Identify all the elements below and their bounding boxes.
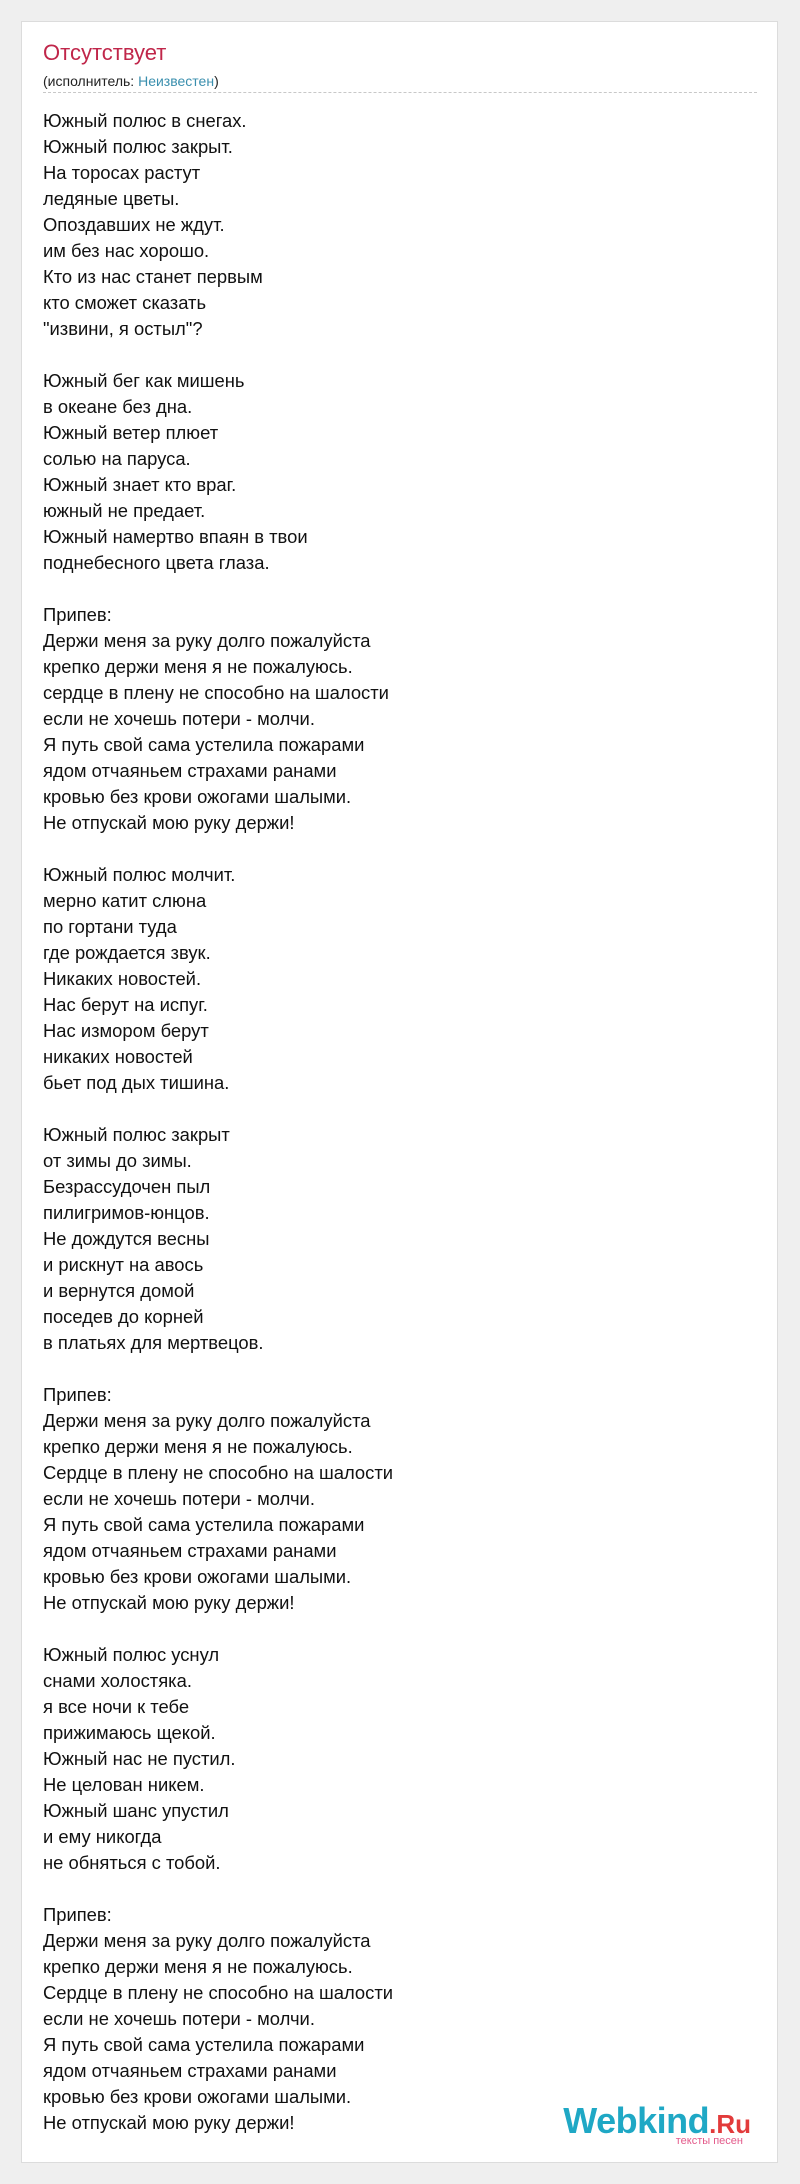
lyrics-line: Сердце в плену не способно на шалости bbox=[43, 1982, 394, 2003]
lyrics-stanza bbox=[43, 108, 753, 342]
lyrics-line: никаких новостей bbox=[43, 1046, 193, 1067]
lyrics-line: Опоздавших не ждут. bbox=[43, 214, 225, 235]
lyrics-line: прижимаюсь щекой. bbox=[43, 1722, 216, 1743]
lyrics-line: Держи меня за руку долго пожалуйста bbox=[43, 1410, 371, 1431]
lyrics-line: солью на паруса. bbox=[43, 448, 191, 469]
artist-suffix: ) bbox=[214, 73, 219, 89]
lyrics-line: На торосах растут bbox=[43, 162, 201, 183]
lyrics-line: ядом отчаяньем страхами ранами bbox=[43, 2060, 337, 2081]
lyrics-line: Безрассудочен пыл bbox=[43, 1176, 211, 1197]
lyrics-line: Южный полюс молчит. bbox=[43, 864, 236, 885]
lyrics-line: Никаких новостей. bbox=[43, 968, 202, 989]
lyrics-body bbox=[43, 108, 753, 2136]
logo-tagline: тексты песен bbox=[675, 2135, 743, 2147]
lyrics-line: Южный нас не пустил. bbox=[43, 1748, 236, 1769]
lyrics-line: бьет под дых тишина. bbox=[43, 1072, 230, 1093]
lyrics-line: Южный знает кто враг. bbox=[43, 474, 237, 495]
lyrics-line: если не хочешь потери - молчи. bbox=[43, 708, 315, 729]
lyrics-card bbox=[21, 21, 778, 2163]
lyrics-line: мерно катит слюна bbox=[43, 890, 207, 911]
lyrics-line: от зимы до зимы. bbox=[43, 1150, 192, 1171]
lyrics-line: если не хочешь потери - молчи. bbox=[43, 1488, 315, 1509]
lyrics-line: кровью без крови ожогами шалыми. bbox=[43, 786, 352, 807]
lyrics-stanza bbox=[43, 368, 753, 576]
lyrics-stanza bbox=[43, 862, 753, 1096]
lyrics-line: Южный полюс в снегах. bbox=[43, 110, 247, 131]
logo-wordmark: Webkind bbox=[563, 2100, 710, 2141]
lyrics-line: Я путь свой сама устелила пожарами bbox=[43, 734, 365, 755]
lyrics-line: Южный ветер плюет bbox=[43, 422, 219, 443]
lyrics-line: Южный намертво впаян в твои bbox=[43, 526, 308, 547]
lyrics-line: снами холостяка. bbox=[43, 1670, 192, 1691]
song-title: Отсутствует bbox=[43, 40, 167, 65]
lyrics-line: крепко держи меня я не пожалуюсь. bbox=[43, 656, 353, 677]
lyrics-line: Южный полюс закрыт. bbox=[43, 136, 233, 157]
artist-link[interactable]: Неизвестен bbox=[138, 73, 215, 89]
header-divider bbox=[43, 92, 757, 93]
lyrics-line: сердце в плену не способно на шалости bbox=[43, 682, 389, 703]
lyrics-line: и рискнут на авось bbox=[43, 1254, 204, 1275]
lyrics-line: кто сможет сказать bbox=[43, 292, 207, 313]
lyrics-line: южный не предает. bbox=[43, 500, 206, 521]
lyrics-line: Южный шанс упустил bbox=[43, 1800, 229, 1821]
lyrics-line: не обняться с тобой. bbox=[43, 1852, 221, 1873]
lyrics-line: если не хочешь потери - молчи. bbox=[43, 2008, 315, 2029]
lyrics-line: Не отпускай мою руку держи! bbox=[43, 2112, 295, 2133]
lyrics-line: поднебесного цвета глаза. bbox=[43, 552, 270, 573]
lyrics-line: крепко держи меня я не пожалуюсь. bbox=[43, 1956, 353, 1977]
lyrics-line: Не отпускай мою руку держи! bbox=[43, 1592, 295, 1613]
lyrics-line: ледяные цветы. bbox=[43, 188, 180, 209]
lyrics-line: "извини, я остыл"? bbox=[43, 318, 203, 339]
lyrics-line: крепко держи меня я не пожалуюсь. bbox=[43, 1436, 353, 1457]
lyrics-line: по гортани туда bbox=[43, 916, 177, 937]
site-logo[interactable] bbox=[563, 2100, 751, 2147]
lyrics-line: Не отпускай мою руку держи! bbox=[43, 812, 295, 833]
logo-domain: .Ru bbox=[709, 2109, 751, 2139]
lyrics-line: где рождается звук. bbox=[43, 942, 211, 963]
lyrics-line: Держи меня за руку долго пожалуйста bbox=[43, 1930, 371, 1951]
lyrics-line: Я путь свой сама устелила пожарами bbox=[43, 2034, 365, 2055]
lyrics-line: я все ночи к тебе bbox=[43, 1696, 190, 1717]
lyrics-line: Припев: bbox=[43, 1384, 112, 1405]
lyrics-line: кровью без крови ожогами шалыми. bbox=[43, 1566, 352, 1587]
lyrics-line: в платьях для мертвецов. bbox=[43, 1332, 264, 1353]
lyrics-line: Припев: bbox=[43, 604, 112, 625]
lyrics-stanza bbox=[43, 1382, 753, 1616]
lyrics-line: Южный полюс закрыт bbox=[43, 1124, 230, 1145]
lyrics-line: Кто из нас станет первым bbox=[43, 266, 263, 287]
lyrics-stanza bbox=[43, 1122, 753, 1356]
lyrics-line: Нас берут на испуг. bbox=[43, 994, 208, 1015]
lyrics-line: пилигримов-юнцов. bbox=[43, 1202, 210, 1223]
lyrics-line: Южный бег как мишень bbox=[43, 370, 245, 391]
lyrics-line: и вернутся домой bbox=[43, 1280, 195, 1301]
lyrics-line: Сердце в плену не способно на шалости bbox=[43, 1462, 394, 1483]
lyrics-line: поседев до корней bbox=[43, 1306, 204, 1327]
lyrics-line: Держи меня за руку долго пожалуйста bbox=[43, 630, 371, 651]
lyrics-line: Я путь свой сама устелила пожарами bbox=[43, 1514, 365, 1535]
lyrics-line: и ему никогда bbox=[43, 1826, 162, 1847]
lyrics-line: Не целован никем. bbox=[43, 1774, 205, 1795]
artist-prefix: (исполнитель: bbox=[43, 73, 139, 89]
lyrics-stanza bbox=[43, 602, 753, 836]
lyrics-line: Не дождутся весны bbox=[43, 1228, 210, 1249]
lyrics-line: им без нас хорошо. bbox=[43, 240, 210, 261]
lyrics-line: Южный полюс уснул bbox=[43, 1644, 220, 1665]
lyrics-line: кровью без крови ожогами шалыми. bbox=[43, 2086, 352, 2107]
lyrics-line: ядом отчаяньем страхами ранами bbox=[43, 760, 337, 781]
lyrics-line: в океане без дна. bbox=[43, 396, 193, 417]
lyrics-line: Нас измором берут bbox=[43, 1020, 209, 1041]
lyrics-stanza bbox=[43, 1642, 753, 1876]
artist-line bbox=[43, 72, 219, 90]
lyrics-line: Припев: bbox=[43, 1904, 112, 1925]
lyrics-line: ядом отчаяньем страхами ранами bbox=[43, 1540, 337, 1561]
